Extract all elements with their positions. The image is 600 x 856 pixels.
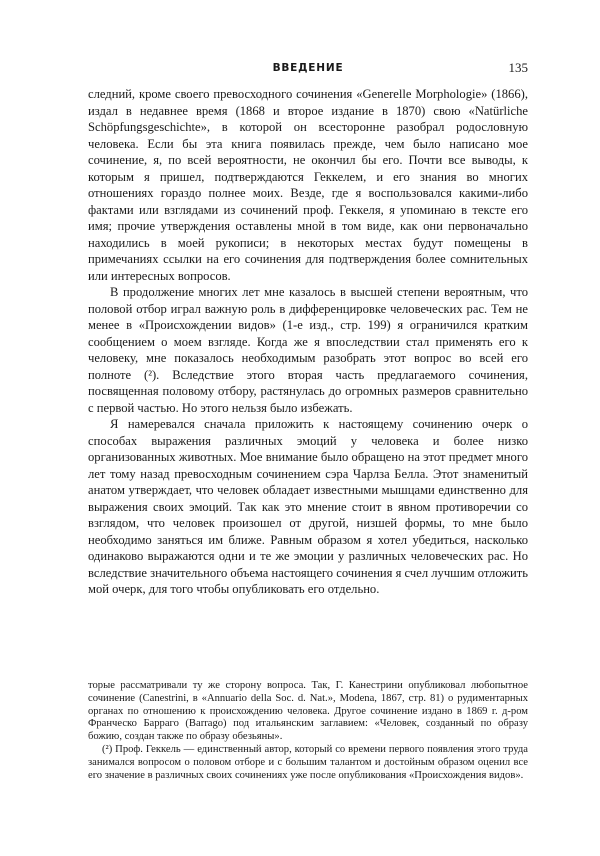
paragraph: Я намеревался сначала приложить к настоящему сочинению очерк о способах выражения различных эмоций у человека и более низко организованных животных. Мое внимание было обращено на этот предмет много лет тому назад превосходным сочинением сэра Чарлза Белла. Этот знаменитый анатом утверждает, что человек обладает известными мышцами единственно для выражения своих эмоций. Так как это мнение стоит в явном противоречии со взглядом, что человек произошел от другой, низшей формы, то мне было необходимо заняться им ближе. Равным образом я хотел убедиться, насколько одинаково выражаются одни и те же эмоции у различных человеческих рас. Но вследствие значительного объема настоящего сочинения я счел лучшим отложить мой очерк, для того чтобы опубликовать его отдельно. bbox=[88, 417, 528, 596]
footnotes bbox=[88, 680, 528, 782]
main-text bbox=[88, 86, 528, 598]
footnote-continuation: торые рассматривали ту же сторону вопроса. Так, Г. Канестрини опубликовал любопытное сочинение (Canestrini, в «Annuario della Soc. d. Nat.», Modena, 1867, стр. 81) о рудиментарных органах по отношению к происхождению человека. Другое сочинение издано в 1869 г. д-ром Франческо Барраго (Barrago) под итальянским заглавием: «Человек, созданный по образу божию, создан также по образу обезьяны». bbox=[88, 680, 528, 743]
paragraph: следний, кроме своего превосходного сочинения «Generelle Morphologie» (1866), издал в недавнее время (1868 и второе издание в 1870) свою «Natürliche Schöpfungsgeschichte», в которой он всесторонне разобрал родословную человека. Если бы эта книга появилась прежде, чем было написано мое сочинение, я, по всей вероятности, не окончил бы его. Почти все выводы, к которым я пришел, подтверждаются Геккелем, и его знания во многих отношениях гораздо полнее моих. Везде, где я воспользовался какими-либо фактами или взглядами из сочинений проф. Геккеля, я упоминаю в тексте его имя; прочие утверждения оставлены мной в том виде, как они первоначально находились в моей рукописи; в некоторых местах будут помещены в примечаниях ссылки на его сочинения для подтверждения более сомнительных или интересных вопросов. bbox=[88, 87, 528, 283]
footnote: (²) Проф. Геккель — единственный автор, который со времени первого появления этого труда занимался вопросом о половом отборе и с большим талантом и достойным образом оценил все его значение в различных своих сочинениях уже после опубликования «Происхождения видов». bbox=[88, 743, 528, 781]
running-head bbox=[88, 60, 528, 80]
chapter-title: ВВЕДЕНИЕ bbox=[272, 62, 344, 74]
page-number: 135 bbox=[508, 60, 528, 75]
paragraph: В продолжение многих лет мне казалось в высшей степени вероятным, что половой отбор играл важную роль в дифференцировке человеческих рас. Тем не менее в «Происхождении видов» (1-е изд., стр. 199) я ограничился кратким сообщением о моем взгляде. Когда же я впоследствии стал применять его к человеку, мне показалось необходимым разобрать этот вопрос во всей его полноте (²). Вследствие этого вторая часть предлагаемого сочинения, посвященная половому отбору, растянулась до огромных размеров сравнительно с первой частью. Но этого нельзя было избежать. bbox=[88, 285, 528, 415]
